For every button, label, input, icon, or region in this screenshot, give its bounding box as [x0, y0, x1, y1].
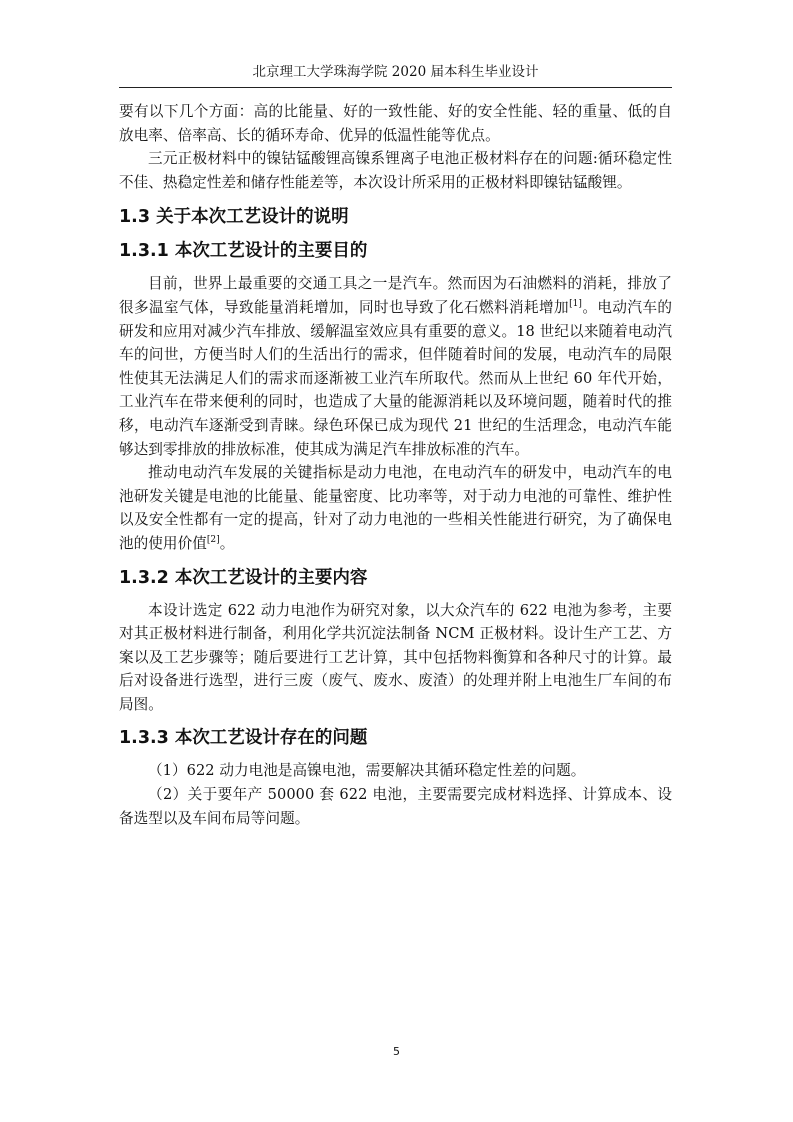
- page-header: 北京理工大学珠海学院 2020 届本科生毕业设计: [252, 64, 539, 80]
- section-heading-1-3-3: 1.3.3 本次工艺设计存在的问题: [119, 728, 368, 749]
- section-heading-1-3: 1.3 关于本次工艺设计的说明: [119, 207, 349, 228]
- purpose-paragraph-2: [119, 461, 672, 555]
- purpose-paragraph-1-rest: 。电动汽车的研发和应用对减少汽车排放、缓解温室效应具有重要的意义。18 世纪以来随着电动汽车的问世，方便当时人们的生活出行的需求，但伴随着时间的发展，电动汽车的局限性使其无法满足人们的需求而逐渐被工业汽车所取代。然而从上世纪 60 年代开始，工业汽车在带来便利的同时，也造成了大量的能源消耗以及环境问题，随着时代的推移，电动汽车逐渐受到青睐。绿色环保已成为现代 21 世纪的生活理念，电动汽车能够达到零排放的排放标准，使其成为满足汽车排放标准的汽车。: [119, 298, 672, 458]
- intro-paragraph-2: 三元正极材料中的镍钴锰酸锂高镍系锂离子电池正极材料存在的问题:循环稳定性不佳、热稳定性差和储存性能差等，本次设计所采用的正极材料即镍钴锰酸锂。: [119, 150, 672, 191]
- page-number: 5: [393, 1045, 400, 1058]
- header-rule: [119, 87, 672, 88]
- problem-item-2: （2）关于要年产 50000 套 622 电池，主要需要完成材料选择、计算成本、设备选型以及车间布局等问题。: [119, 786, 672, 827]
- section-heading-1-3-1: 1.3.1 本次工艺设计的主要目的: [119, 241, 368, 262]
- problem-item-1: （1）622 动力电池是高镍电池，需要解决其循环稳定性差的问题。: [148, 762, 586, 780]
- section-heading-1-3-2: 1.3.2 本次工艺设计的主要内容: [119, 567, 368, 588]
- citation-2: [2]: [206, 535, 220, 546]
- purpose-paragraph-2-end: 。: [219, 534, 235, 552]
- page-content: [119, 100, 672, 830]
- citation-1: [1]: [569, 299, 582, 310]
- content-paragraph-1: 本设计选定 622 动力电池作为研究对象，以大众汽车的 622 电池为参考，主要对其正极材料进行制备，利用化学共沉淀法制备 NCM 正极材料。设计生产工艺、方案以及工艺步骤等；随后要进行工艺计算，其中包括物料衡算和各种尺寸的计算。最后对设备进行选型，进行三废（废气、废水、废渣）的处理并附上电池生厂车间的布局图。: [119, 601, 672, 713]
- intro-paragraph-1: 要有以下几个方面：高的比能量、好的一致性能、好的安全性能、轻的重量、低的自放电率、倍率高、长的循环寿命、优异的低温性能等优点。: [119, 103, 672, 144]
- purpose-paragraph-1-text: 目前，世界上最重要的交通工具之一是汽车。然而因为石油燃料的消耗，排放了很多温室气体，导致能量消耗增加，同时也导致了化石燃料消耗增加: [119, 275, 672, 316]
- purpose-paragraph-2-text: 推动电动汽车发展的关键指标是动力电池，在电动汽车的研发中，电动汽车的电池研发关键是电池的比能量、能量密度、比功率等，对于动力电池的可靠性、维护性以及安全性都有一定的提高，针对了动力电池的一些相关性能进行研究，为了确保电池的使用价值: [119, 464, 672, 552]
- purpose-paragraph-1: [119, 272, 672, 461]
